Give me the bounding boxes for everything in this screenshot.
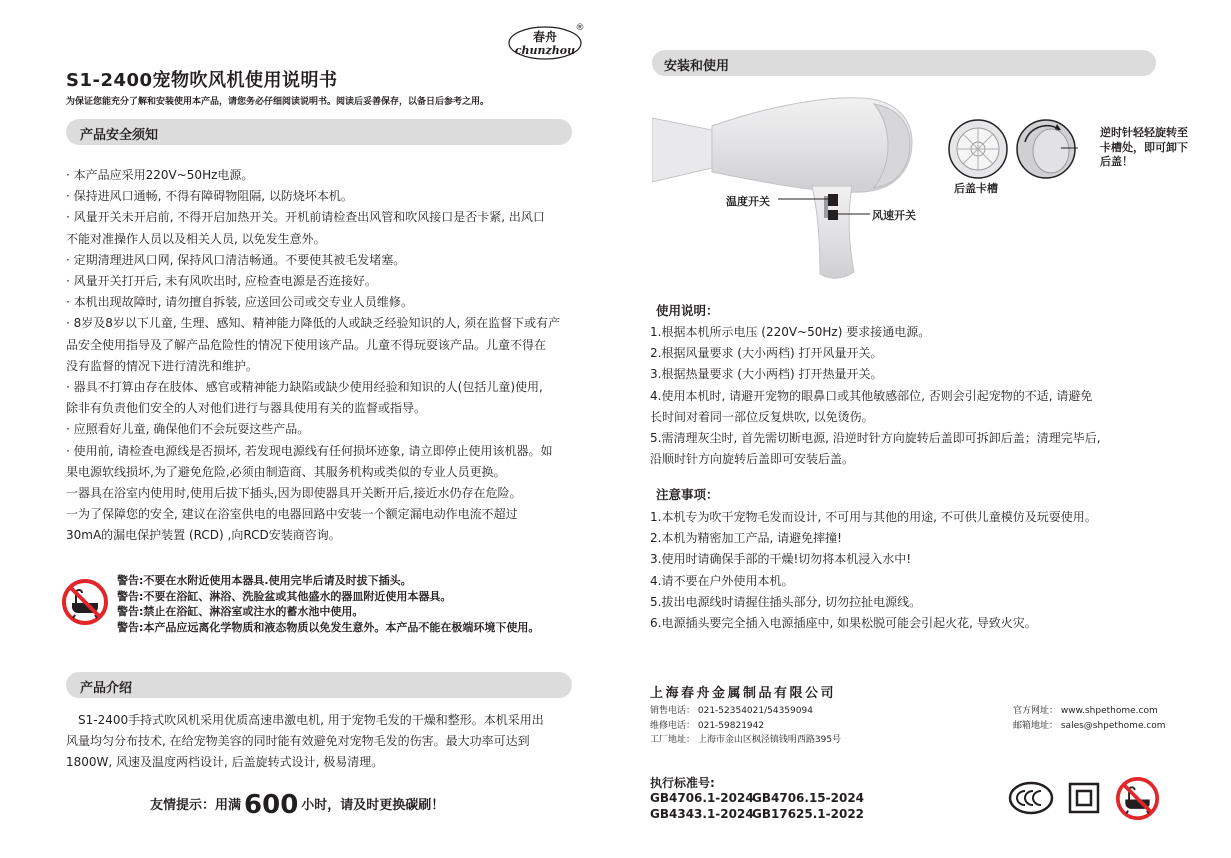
standards-heading: 执行标准号: [650, 776, 715, 790]
registered-mark: ® [575, 23, 585, 33]
safety-line: · 使用前, 请检查电源线是否损坏, 若发现电源线有任何损坏迹象, 请立即停止使用该机器。如 [66, 443, 553, 458]
speed-switch-label: 风速开关 [872, 209, 916, 222]
standard-item: GB4706.15-2024 [752, 791, 865, 805]
note-line: 2.本机为精密加工产品, 请避免摔撞! [650, 531, 842, 546]
safety-line: 不能对准操作人员以及相关人员, 以免发生意外。 [66, 231, 326, 246]
install-section-header [652, 50, 1156, 76]
service-phone: 维修电话： 021-59821942 [650, 720, 765, 731]
safety-section-header [66, 119, 572, 145]
standard-item: GB4706.1-2024 [650, 791, 754, 805]
logo-cn: 春舟 [532, 30, 558, 44]
intro-line: 1800W, 风速及温度两档设计, 后盖旋转式设计, 极易清理。 [66, 755, 384, 770]
safety-line: 一器具在浴室内使用时,使用后拔下插头,因为即使器具开关断开后,接近水仍存在危险。 [66, 486, 522, 501]
temperature-switch-label: 温度开关 [726, 195, 770, 208]
safety-line: · 器具不打算由存在肢体、感官或精神能力缺陷或缺少使用经验和知识的人(包括儿童)使用, [66, 380, 543, 395]
warnings-block [117, 573, 539, 635]
safety-line: · 本产品应采用220V~50Hz电源。 [66, 168, 254, 182]
web-block [1013, 704, 1166, 733]
safety-line: · 本机出现故障时, 请勿擅自拆装, 应送回公司或交专业人员维修。 [66, 295, 413, 310]
standards-col-2 [752, 790, 864, 822]
usage-line: 5.需清理灰尘时, 首先需切断电源, 沿逆时针方向旋转后盖即可拆卸后盖；清理完毕后, [650, 431, 1101, 446]
standard-item: GB4343.1-2024 [650, 807, 754, 821]
rear-cover-slot-icon [947, 118, 1009, 180]
warning-line: 警告:不要在浴缸、淋浴、洗脸盆或其他盛水的器皿附近使用本器具。 [117, 589, 452, 603]
tip-prefix: 友情提示：用满 [150, 798, 242, 813]
safety-line: · 8岁及8岁以下儿童, 生理、感知、精神能力降低的人或缺乏经验知识的人, 须在监督下或有产 [66, 316, 561, 331]
tip-suffix: 小时，请及时更换碳刷！ [301, 798, 445, 813]
ccc-certification-icon [1008, 781, 1054, 815]
install-heading: 安装和使用 [664, 59, 730, 74]
note-line: 3.使用时请确保手部的干燥!切勿将本机浸入水中! [650, 552, 912, 567]
warning-line: 警告:本产品应远离化学物质和液态物质以免发生意外。本产品不能在极端环境下使用。 [117, 620, 540, 634]
safety-line: 30mA的漏电保护装置 (RCD) ,向RCD安装商咨询。 [66, 528, 341, 543]
safety-line: · 应照看好儿童, 确保他们不会玩耍这些产品。 [66, 422, 310, 437]
safety-line: · 风量开关未开启前, 不得开启加热开关。开机前请检查出风管和吹风接口是否卡紧, 出风口 [66, 210, 545, 225]
notes-list [650, 507, 1097, 634]
safety-heading: 产品安全须知 [80, 128, 159, 143]
website: 官方网址： www.shpethome.com [1013, 706, 1158, 716]
double-insulation-icon [1068, 782, 1100, 814]
notes-heading: 注意事项： [656, 487, 719, 502]
warning-line: 警告:不要在水附近使用本器具.使用完毕后请及时拔下插头。 [117, 574, 412, 587]
cover-note-line: 卡槽处，即可卸下 [1100, 140, 1188, 154]
rear-cover-note [1100, 126, 1188, 170]
rear-cover-slot-label: 后盖卡槽 [954, 182, 998, 195]
factory-address: 工厂地址： 上海市金山区枫泾镇钱明西路395号 [650, 735, 842, 745]
rear-cover-rotate-icon [1015, 118, 1079, 180]
document-title: S1-2400宠物吹风机使用说明书 [66, 70, 338, 91]
document-subtitle: 为保证您能充分了解和安装使用本产品，请您务必仔细阅读说明书。阅读后妥善保存，以备日后参考之用。 [66, 97, 490, 107]
no-bathtub-icon [1115, 776, 1160, 821]
cover-note-line: 后盖！ [1100, 155, 1133, 168]
safety-line: 一为了保障您的安全, 建议在浴室供电的电器回路中安装一个额定漏电动作电流不超过 [66, 507, 518, 522]
brand-logo [506, 20, 586, 62]
email: 邮箱地址： sales@shpethome.com [1013, 720, 1166, 731]
usage-line: 2.根据风量要求 (大小两档) 打开风量开关。 [650, 346, 883, 361]
tip-hours: 600 [244, 790, 299, 820]
intro-heading: 产品介绍 [80, 681, 133, 696]
contact-block [650, 704, 841, 748]
usage-list [650, 322, 1101, 470]
sales-phone: 销售电话： 021-52354021/54359094 [650, 706, 813, 716]
safety-line: · 定期清理进风口网, 保持风口清洁畅通。不要使其被毛发堵塞。 [66, 252, 406, 267]
safety-line: 品安全使用指导及了解产品危险性的情况下使用该产品。儿童不得玩耍该产品。儿童不得在 [66, 337, 547, 352]
usage-line: 长时间对着同一部位反复烘吹, 以免烫伤。 [650, 409, 874, 424]
note-line: 1.本机专为吹干宠物毛发而设计, 不可用与其他的用途, 不可供儿童模仿及玩耍使用。 [650, 510, 1097, 524]
intro-line: S1-2400手持式吹风机采用优质高速串激电机, 用于宠物毛发的干燥和整形。本机采用出 [78, 713, 544, 727]
company-name: 上海春舟金属制品有限公司 [650, 686, 837, 701]
usage-line: 沿顺时针方向旋转后盖即可安装后盖。 [650, 452, 855, 467]
standards-col-1 [650, 790, 754, 822]
note-line: 6.电源插头要完全插入电源插座中, 如果松脱可能会引起火花, 导致火灾。 [650, 616, 1037, 631]
usage-line: 1.根据本机所示电压 (220V~50Hz) 要求接通电源。 [650, 325, 931, 339]
logo-en: chunzhou [514, 44, 576, 57]
intro-section-header [66, 672, 572, 698]
brush-tip [150, 790, 444, 820]
cover-note-line: 逆时针轻轻旋转至 [1100, 126, 1188, 139]
usage-heading: 使用说明： [656, 303, 719, 318]
intro-line: 风量均匀分布技术, 在给宠物美容的同时能有效避免对宠物毛发的伤害。最大功率可达到 [66, 734, 530, 749]
standard-item: GB17625.1-2022 [752, 807, 865, 821]
hair-dryer-illustration [652, 90, 922, 285]
safety-line: 除非有负责他们安全的人对他们进行与器具使用有关的监督或指导。 [66, 401, 427, 416]
usage-line: 3.根据热量要求 (大小两档) 打开热量开关。 [650, 367, 883, 382]
safety-line: · 风量开关打开后, 未有风吹出时, 应检查电源是否连接好。 [66, 274, 377, 289]
warning-line: 警告:禁止在浴缸、淋浴室或注水的蓄水池中使用。 [117, 605, 364, 618]
usage-line: 4.使用本机时, 请避开宠物的眼鼻口或其他敏感部位, 否则会引起宠物的不适, 请避免 [650, 388, 1093, 403]
safety-line: 没有监督的情况下进行清洗和维护。 [66, 358, 259, 373]
intro-text [66, 710, 576, 774]
no-bathtub-icon [61, 578, 109, 626]
note-line: 4.请不要在户外使用本机。 [650, 573, 794, 588]
safety-line: 果电源软线损坏,为了避免危险,必须由制造商、其服务机构或类似的专业人员更换。 [66, 464, 506, 479]
note-line: 5.拔出电源线时请握住插头部分, 切勿拉扯电源线。 [650, 594, 922, 609]
safety-list [66, 165, 586, 547]
safety-line: · 保持进风口通畅, 不得有障碍物阻隔, 以防烧坏本机。 [66, 189, 353, 204]
